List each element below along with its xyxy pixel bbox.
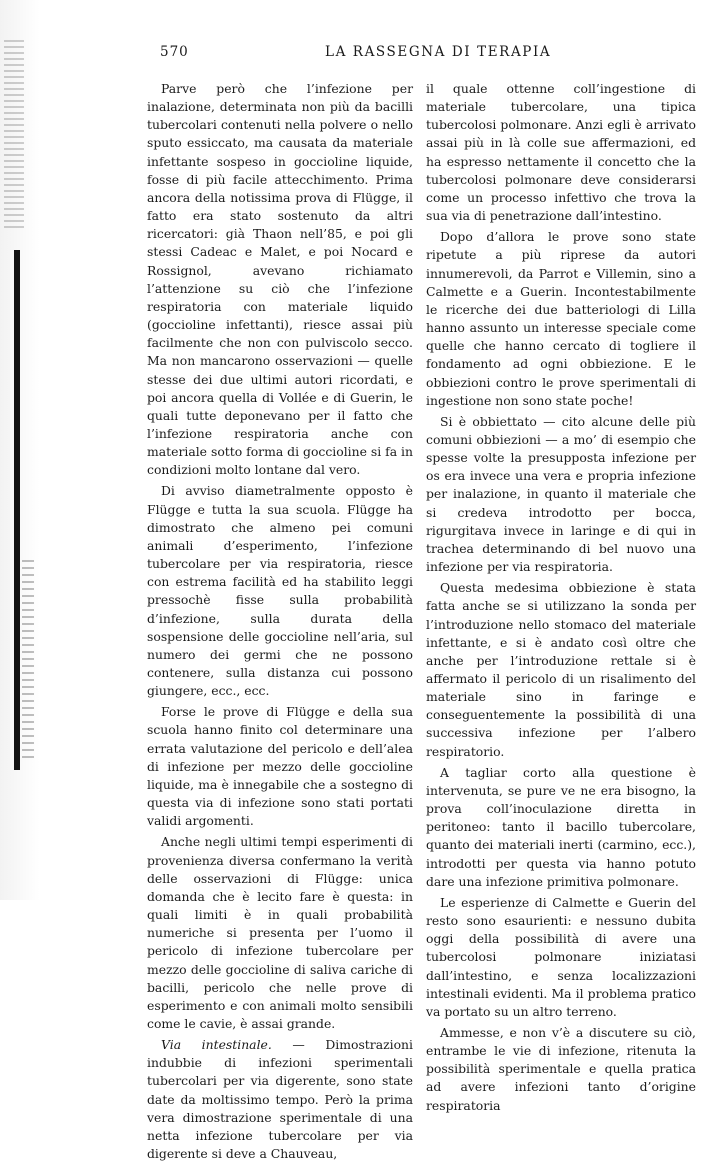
- binding-dark-strip: [14, 250, 20, 770]
- page-header: [150, 44, 700, 64]
- page-binding-edge: [0, 0, 40, 900]
- paragraph: Si è obbiettato — cito alcune delle più comuni obbiezioni — a mo’ di esempio che spesse volte la presupposta infezione per os era invece una vera e propria infezione per inalazione, in quanto il materiale che si credeva introdotto per bocca, rigurgitava invece in laringe e di qui in trachea determinando di bel nuovo una infezione per via respiratoria.: [426, 413, 696, 575]
- binding-speckle-bottom: [22, 560, 34, 760]
- paragraph: Le esperienze di Calmette e Guerin del resto sono esaurienti: e nessuno dubita oggi della possibilità di avere una tubercolosi polmonare iniziatasi dall’intestino, e senza localizzazioni intestinali evidenti. Ma il problema pratico va portato su un altro terreno.: [426, 894, 696, 1019]
- paragraph: Questa medesima obbiezione è stata fatta anche se si utilizzano la sonda per l’introduzione nello stomaco del materiale infettante, e si è andato così oltre che anche per l’introduzione rettale si è affermato il pericolo di un risalimento del materiale sino in faringe e conseguentemente la possibilità di una successiva infezione per l’albero respiratorio.: [426, 580, 696, 759]
- paragraph: Di avviso diametralmente opposto è Flügge e tutta la sua scuola. Flügge ha dimostrato che almeno pei comuni animali d’esperimento, l’infezione tubercolare per via respiratoria, riesce con estrema facilità ed ha stabilito leggi pressochè fisse sulla probabilità d’infezione, sulla durata della sospensione delle goccioline nell’aria, sul numero dei germi che ne possono contenere, sulla distanza cui possono giungere, ecc., ecc.: [147, 483, 413, 699]
- section-title: Via intestinale.: [161, 1037, 272, 1053]
- running-title: LA RASSEGNA DI TERAPIA: [325, 44, 552, 60]
- paragraph: Parve però che l’infezione per inalazione, determinata non più da bacilli tubercolari contenuti nella polvere o nello sputo essiccato, ma causata da materiale infettante sospeso in goccioline liquide, fosse di più facile attecchimento. Prima ancora della notissima prova di Flügge, il fatto era stato sostenuto da altri ricercatori: già Thaon nell’85, e poi gli stessi Cadeac e Malet, e poi Nocard e Rossignol, avevano richiamato l’attenzione su ciò che l’infezione respiratoria con materiale liquido (goccioline infettanti), riesce assai più facilmente che non con pulviscolo secco. Ma non mancarono osservazioni — quelle stesse dei due ultimi autori ricordati, e poi ancora quella di Vollée e di Guerin, le quali tutte deponevano per il fatto che l’infezione respiratoria anche con materiale sotto forma di goccioline si fa in condizioni molto lontane dal vero.: [147, 81, 413, 478]
- paragraph: Forse le prove di Flügge e della sua scuola hanno finito col determinare una errata valutazione del pericolo e dell’alea di infezione per mezzo delle goccioline liquide, ma è innegabile che a sostegno di questa via di infezione sono stati portati validi argomenti.: [147, 704, 413, 829]
- paragraph-text: — Dimostrazioni indubbie di infezioni sperimentali tubercolari per via digerente, sono state date da moltissimo tempo. Però la prima vera dimostrazione sperimentale di una netta infezione tubercolare per via digerente si deve a Chauveau,: [147, 1037, 413, 1162]
- paragraph: Dopo d’allora le prove sono state ripetute a più riprese da autori innumerevoli, da Parrot e Villemin, sino a Calmette e a Guerin. Incontestabilmente le ricerche dei due batteriologi di Lilla hanno assunto un interesse speciale come quelle che hanno cercato di togliere il fondamento ad ogni obbiezione. E le obbiezioni contro le prove sperimentali di ingestione non sono state poche!: [426, 229, 696, 408]
- page-number: 570: [160, 44, 189, 60]
- left-column: [147, 80, 413, 1163]
- binding-speckle-top: [4, 40, 24, 230]
- right-column: [426, 80, 696, 1115]
- paragraph: A tagliar corto alla questione è intervenuta, se pure ve ne era bisogno, la prova coll’inoculazione diretta in peritoneo: tanto il bacillo tubercolare, quanto dei materiali inerti (carmino, ecc.), introdotti per questa via hanno potuto dare una infezione primitiva polmonare.: [426, 764, 696, 889]
- paragraph-via-intestinale: [147, 1036, 413, 1163]
- paragraph: Ammesse, e non v’è a discutere su ciò, entrambe le vie di infezione, ritenuta la possibilità sperimentale e quella pratica ad avere infezioni tanto d’origine respiratoria: [426, 1024, 696, 1113]
- paragraph-continued: il quale ottenne coll’ingestione di materiale tubercolare, una tipica tubercolosi polmonare. Anzi egli è arrivato assai più in là colle sue affermazioni, ed ha espresso nettamente il concetto che la tubercolosi polmonare deve considerarsi come un processo infettivo che trova la sua via di penetrazione dall’intestino.: [426, 81, 696, 224]
- paragraph: Anche negli ultimi tempi esperimenti di provenienza diversa confermano la verità delle osservazioni di Flügge: unica domanda che è lecito fare è questa: in quali limiti è in quali probabilità numeriche si presenta per l’uomo il pericolo di infezione tubercolare per mezzo delle goccioline di saliva cariche di bacilli, pericolo che nelle prove di esperimento e con animali molto sensibili come le cavie, è assai grande.: [147, 834, 413, 1031]
